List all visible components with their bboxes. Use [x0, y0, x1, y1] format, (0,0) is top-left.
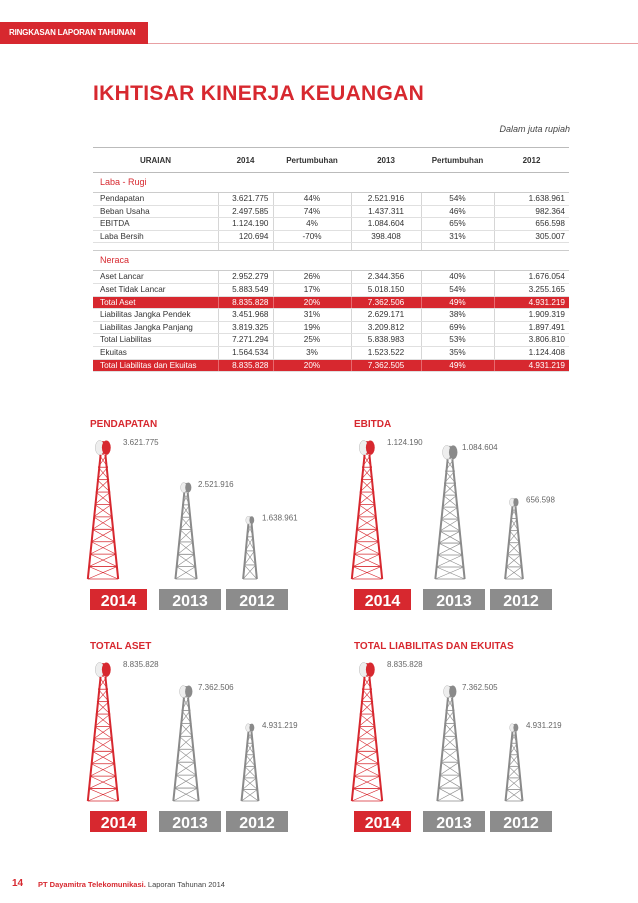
table-cell: 4.931.219	[494, 359, 569, 372]
data-label-2013: 2.521.916	[198, 479, 234, 489]
chart-pendapatan	[90, 419, 330, 619]
data-label-2012: 656.598	[526, 495, 555, 505]
table-cell: 982.364	[494, 205, 569, 218]
tower-2013	[175, 483, 196, 579]
category-label-2013: 2013	[172, 593, 208, 610]
table-cell: 398.408	[351, 230, 421, 243]
table-cell: 3.255.165	[494, 283, 569, 296]
category-label-2012: 2012	[503, 593, 539, 610]
tower-2012	[506, 724, 523, 801]
table-cell: 2.521.916	[351, 193, 421, 206]
table-cell: 3%	[273, 346, 351, 359]
table-cell: 1.638.961	[494, 193, 569, 206]
table-cell: 3.819.325	[218, 321, 273, 334]
data-label-2014: 3.621.775	[123, 438, 159, 447]
table-cell: 1.523.522	[351, 346, 421, 359]
data-label-2013: 7.362.505	[462, 683, 498, 693]
data-label-2014: 8.835.828	[123, 660, 159, 669]
data-label-2013: 1.084.604	[462, 442, 498, 452]
data-label-2013: 7.362.506	[198, 683, 234, 693]
chart-title: TOTAL LIABILITAS DAN EKUITAS	[354, 641, 514, 652]
chart-ebitda	[354, 419, 594, 619]
chart-ebitda-svg	[354, 419, 594, 619]
table-row	[93, 205, 569, 218]
table-cell: 5.883.549	[218, 283, 273, 296]
row-label: Total Liabilitas	[93, 334, 218, 347]
table-cell: 44%	[273, 193, 351, 206]
group-label: Neraca	[93, 251, 569, 271]
category-label-2014: 2014	[364, 815, 401, 832]
column-header: Pertumbuhan	[421, 148, 494, 173]
category-label-2012: 2012	[503, 815, 539, 832]
table-cell: 4%	[273, 218, 351, 231]
chart-total-liabilitas-ekuitas	[354, 641, 594, 841]
header-rule	[148, 43, 638, 44]
table-cell: 49%	[421, 296, 494, 309]
table-cell: 1.564.534	[218, 346, 273, 359]
footer-company: PT Dayamitra Telekomunikasi.	[38, 880, 146, 889]
spacer-row	[93, 243, 569, 251]
table-cell: 120.694	[218, 230, 273, 243]
table-cell: 5.018.150	[351, 283, 421, 296]
data-label-2012: 1.638.961	[262, 513, 298, 523]
tower-2012	[505, 498, 523, 579]
category-label-2013: 2013	[436, 815, 472, 832]
category-label-2012: 2012	[239, 593, 275, 610]
table-cell: 7.362.505	[351, 359, 421, 372]
spacer-cell	[351, 243, 421, 251]
table-row	[93, 271, 569, 284]
tower-2013	[437, 686, 462, 801]
table-cell: 20%	[273, 359, 351, 372]
table-cell: 40%	[421, 271, 494, 284]
table-cell: 1.909.319	[494, 309, 569, 322]
units-note: Dalam juta rupiah	[499, 124, 570, 134]
table-cell: 2.629.171	[351, 309, 421, 322]
table-header-row	[93, 148, 569, 173]
tower-2014	[352, 662, 382, 801]
row-label: Ekuitas	[93, 346, 218, 359]
page-number: 14	[12, 878, 24, 889]
category-label-2013: 2013	[172, 815, 208, 832]
page-title: IKHTISAR KINERJA KEUANGAN	[93, 82, 425, 105]
column-header: Pertumbuhan	[273, 148, 351, 173]
table-cell: 2.344.356	[351, 271, 421, 284]
group-header-row	[93, 251, 569, 271]
table-cell: 26%	[273, 271, 351, 284]
table-row	[93, 346, 569, 359]
table-cell: 54%	[421, 283, 494, 296]
table-cell: 46%	[421, 205, 494, 218]
tower-2014	[88, 662, 118, 801]
tower-2013	[435, 445, 464, 579]
column-header: URAIAN	[93, 148, 218, 173]
table-cell: 74%	[273, 205, 351, 218]
chart-pendapatan-svg	[90, 419, 330, 619]
section-tab: RINGKASAN LAPORAN TAHUNAN	[0, 22, 148, 44]
spacer-cell	[273, 243, 351, 251]
table-cell: 3.451.968	[218, 309, 273, 322]
table-row	[93, 193, 569, 206]
footer-doc: Laporan Tahunan 2014	[147, 880, 225, 889]
table-cell: 38%	[421, 309, 494, 322]
table-row	[93, 230, 569, 243]
category-label-2014: 2014	[100, 815, 137, 832]
table-cell: 1.084.604	[351, 218, 421, 231]
table-row	[93, 309, 569, 322]
tower-2013	[173, 686, 198, 801]
table-cell: 31%	[273, 309, 351, 322]
spacer-cell	[494, 243, 569, 251]
table-cell: 17%	[273, 283, 351, 296]
tower-2014	[352, 440, 382, 579]
table-cell: 1.437.311	[351, 205, 421, 218]
row-label: Aset Lancar	[93, 271, 218, 284]
table-cell: 3.621.775	[218, 193, 273, 206]
table-cell: 4.931.219	[494, 296, 569, 309]
data-label-2012: 4.931.219	[526, 720, 562, 730]
table-cell: 3.806.810	[494, 334, 569, 347]
table-cell: 65%	[421, 218, 494, 231]
table-cell: 54%	[421, 193, 494, 206]
financial-summary-table	[93, 147, 569, 372]
table-cell: 7.271.294	[218, 334, 273, 347]
table-cell: 49%	[421, 359, 494, 372]
column-header: 2014	[218, 148, 273, 173]
row-label: Aset Tidak Lancar	[93, 283, 218, 296]
row-label: Liabilitas Jangka Pendek	[93, 309, 218, 322]
category-label-2014: 2014	[364, 593, 401, 610]
chart-total-liabilitas-ekuitas-svg	[354, 641, 594, 841]
row-label: Total Aset	[93, 296, 218, 309]
tower-2012	[242, 724, 259, 801]
table-cell: 1.124.190	[218, 218, 273, 231]
table-cell: 8.835.828	[218, 296, 273, 309]
table-cell: 19%	[273, 321, 351, 334]
category-label-2013: 2013	[436, 593, 472, 610]
table-row	[93, 218, 569, 231]
row-label: Liabilitas Jangka Panjang	[93, 321, 218, 334]
row-label: Laba Bersih	[93, 230, 218, 243]
table-row	[93, 283, 569, 296]
tower-2014	[88, 440, 118, 579]
chart-total-aset-svg	[90, 641, 330, 841]
row-label: EBITDA	[93, 218, 218, 231]
table-cell: 5.838.983	[351, 334, 421, 347]
table-cell: 3.209.812	[351, 321, 421, 334]
spacer-cell	[421, 243, 494, 251]
table-cell: 656.598	[494, 218, 569, 231]
column-header: 2012	[494, 148, 569, 173]
table-row	[93, 321, 569, 334]
row-label: Total Liabilitas dan Ekuitas	[93, 359, 218, 372]
category-label-2014: 2014	[100, 593, 137, 610]
table-row	[93, 359, 569, 372]
table-cell: 7.362.506	[351, 296, 421, 309]
table-cell: 305.007	[494, 230, 569, 243]
table-cell: 69%	[421, 321, 494, 334]
table-cell: -70%	[273, 230, 351, 243]
table-cell: 1.124.408	[494, 346, 569, 359]
spacer-cell	[93, 243, 218, 251]
footer-text	[38, 880, 225, 889]
table-cell: 1.676.054	[494, 271, 569, 284]
table-cell: 2.952.279	[218, 271, 273, 284]
table-row	[93, 296, 569, 309]
column-header: 2013	[351, 148, 421, 173]
chart-total-aset	[90, 641, 330, 841]
table-row	[93, 334, 569, 347]
table-cell: 25%	[273, 334, 351, 347]
data-label-2012: 4.931.219	[262, 720, 298, 730]
group-label: Laba - Rugi	[93, 173, 569, 193]
data-label-2014: 8.835.828	[387, 660, 423, 669]
category-label-2012: 2012	[239, 815, 275, 832]
row-label: Pendapatan	[93, 193, 218, 206]
spacer-cell	[218, 243, 273, 251]
tower-2012	[243, 516, 257, 579]
chart-title: PENDAPATAN	[90, 419, 158, 430]
table-cell: 2.497.585	[218, 205, 273, 218]
chart-title: TOTAL ASET	[90, 641, 152, 652]
table-cell: 8.835.828	[218, 359, 273, 372]
data-label-2014: 1.124.190	[387, 438, 423, 447]
table-cell: 20%	[273, 296, 351, 309]
table-cell: 35%	[421, 346, 494, 359]
table-cell: 1.897.491	[494, 321, 569, 334]
group-header-row	[93, 173, 569, 193]
table-cell: 31%	[421, 230, 494, 243]
chart-title: EBITDA	[354, 419, 392, 430]
row-label: Beban Usaha	[93, 205, 218, 218]
table-cell: 53%	[421, 334, 494, 347]
